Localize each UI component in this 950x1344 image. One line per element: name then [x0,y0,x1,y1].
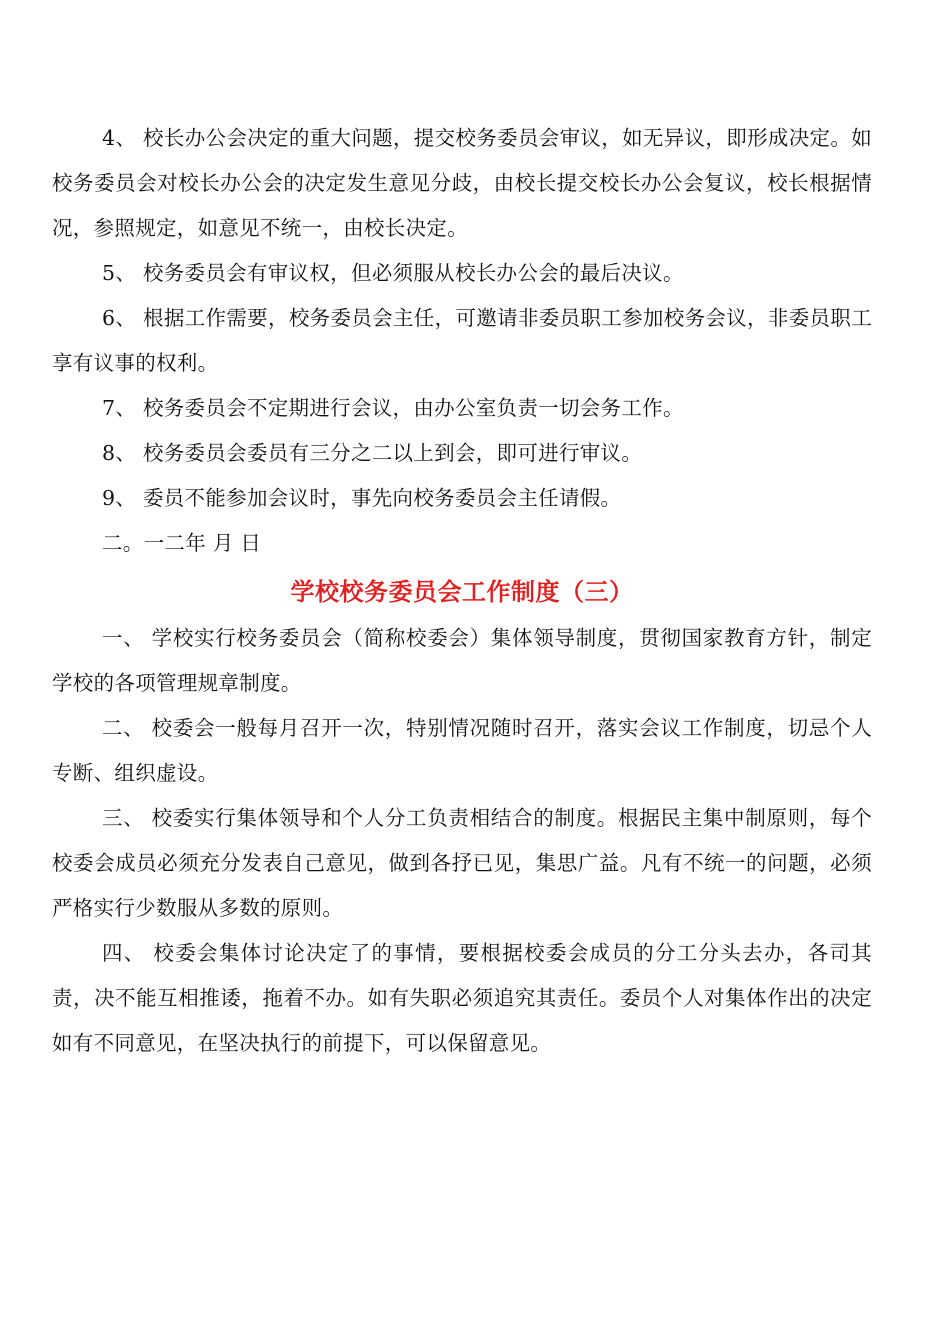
section-paragraph-1: 一、 学校实行校务委员会（简称校委会）集体领导制度，贯彻国家教育方针，制定学校的各项管理规章制度。 [52,626,872,695]
section-paragraph-2: 二、 校委会一般每月召开一次，特别情况随时召开，落实会议工作制度，切忌个人专断、组织虚设。 [52,716,872,785]
rule-paragraph-8: 8、 校务委员会委员有三分之二以上到会，即可进行审议。 [102,441,643,465]
rule-paragraph-5: 5、 校务委员会有审议权，但必须服从校长办公会的最后决议。 [102,261,684,285]
section-paragraph-4: 四、 校委会集体讨论决定了的事情，要根据校委会成员的分工分头去办，各司其责，决不能互相推诿，拖着不办。如有失职必须追究其责任。委员个人对集体作出的决定如有不同意见，在坚决执行的前提下，可以保留意见。 [52,941,872,1055]
rule-paragraph-9: 9、 委员不能参加会议时，事先向校务委员会主任请假。 [102,486,622,510]
document-body [52,116,872,1066]
section-paragraph-3: 三、 校委实行集体领导和个人分工负责相结合的制度。根据民主集中制原则，每个校委会成员必须充分发表自己意见，做到各抒已见，集思广益。凡有不统一的问题，必须严格实行少数服从多数的原则。 [52,806,872,920]
rule-paragraph-6: 6、 根据工作需要，校务委员会主任，可邀请非委员职工参加校务会议，非委员职工享有议事的权利。 [52,306,872,375]
section-title: 学校校务委员会工作制度（三） [290,577,634,606]
date-line: 二。一二年 月 日 [102,531,262,555]
rule-paragraph-7: 7、 校务委员会不定期进行会议，由办公室负责一切会务工作。 [102,396,684,420]
rule-paragraph-4: 4、 校长办公会决定的重大问题，提交校务委员会审议，如无异议，即形成决定。如校务委员会对校长办公会的决定发生意见分歧，由校长提交校长办公会复议，校长根据情况，参照规定，如意见不统一，由校长决定。 [52,126,872,240]
